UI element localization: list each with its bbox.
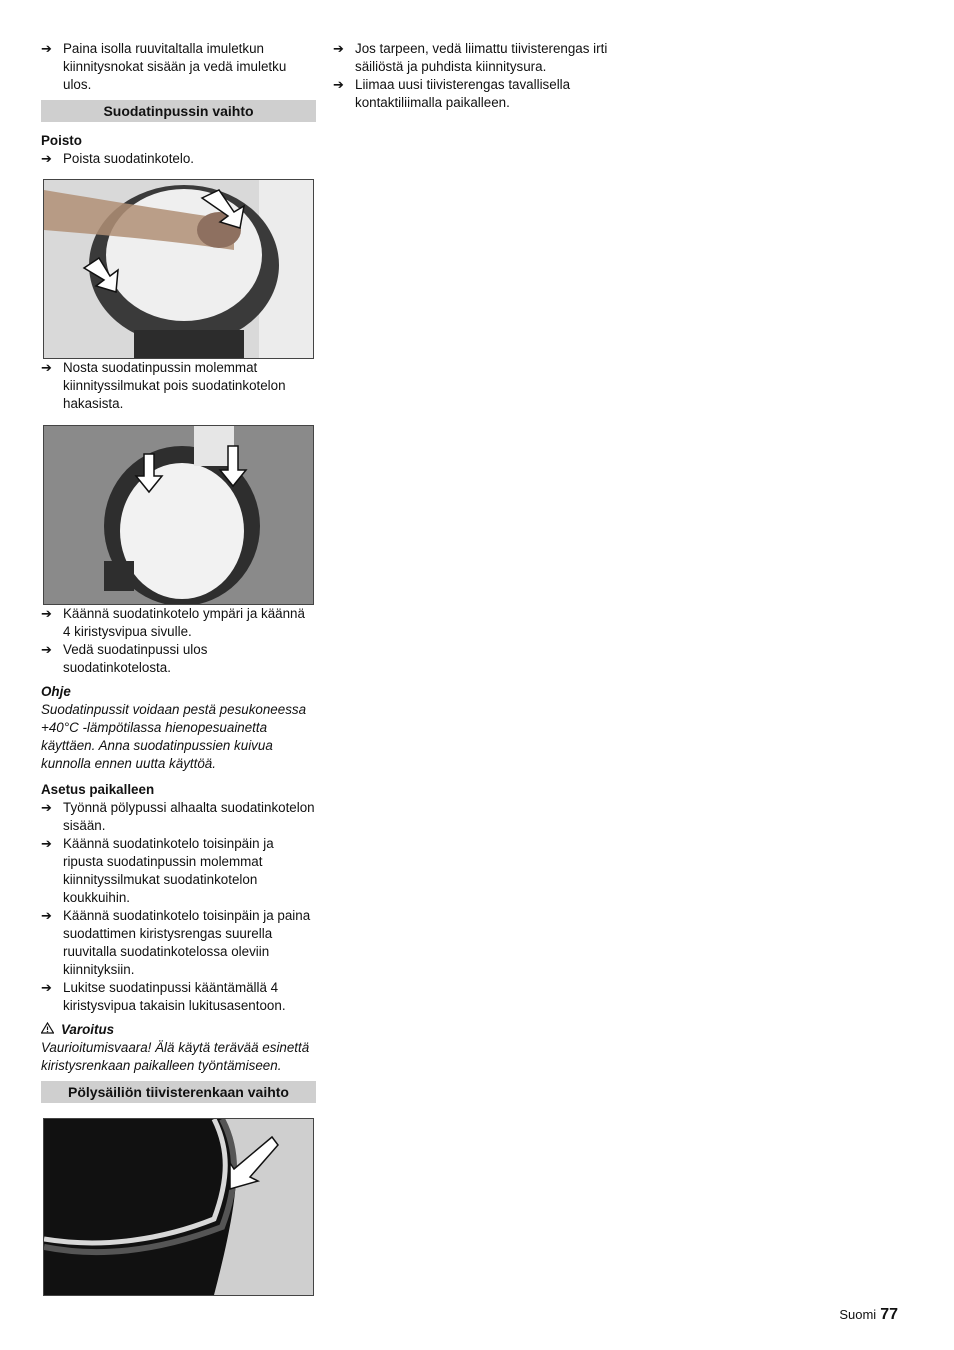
step-lift-eyelets: [41, 359, 316, 413]
step-text: Jos tarpeen, vedä liimattu tiivisterengas irti säiliöstä ja puhdista kiinnitysura.: [355, 41, 608, 74]
warning-triangle-icon: [41, 1021, 55, 1039]
section-title-seal-ring: Pölysäiliön tiivisterenkaan vaihto: [41, 1081, 316, 1103]
step-pull-bag: [41, 641, 316, 677]
left-column: [41, 40, 316, 1296]
right-step: [333, 76, 613, 112]
arrow-icon: ➔: [41, 41, 52, 56]
step-text: Nosta suodatinpussin molemmat kiinnityssilmukat pois suodatinkotelon hakasista.: [63, 360, 286, 411]
footer-language: Suomi: [839, 1307, 877, 1322]
step-intro: [41, 40, 316, 94]
install-step: [41, 835, 316, 907]
arrow-icon: ➔: [41, 908, 52, 923]
arrow-icon: ➔: [41, 836, 52, 851]
step-text: Työnnä pölypussi alhaalta suodatinkotelon sisään.: [63, 800, 315, 833]
arrow-icon: ➔: [41, 360, 52, 375]
step-text: Vedä suodatinpussi ulos suodatinkotelosta.: [63, 642, 208, 675]
arrow-icon: ➔: [41, 800, 52, 815]
install-step: [41, 799, 316, 835]
step-remove-housing: [41, 150, 316, 168]
install-step: [41, 907, 316, 979]
removal-heading: Poisto: [41, 133, 82, 148]
install-step: [41, 979, 316, 1015]
step-text: Käännä suodatinkotelo toisinpäin ja paina suodattimen kiristysrengas suurella ruuvitalla suodatinkotelossa oleviin kiinnityksiin.: [63, 908, 311, 977]
install-steps: [41, 799, 316, 1015]
warning-label: Varoitus: [61, 1022, 115, 1037]
arrow-icon: ➔: [41, 151, 52, 166]
arrow-icon: ➔: [41, 980, 52, 995]
step-text: Paina isolla ruuvitaltalla imuletkun kiinnitysnokat sisään ja vedä imuletku ulos.: [63, 41, 287, 92]
step-text: Käännä suodatinkotelo toisinpäin ja ripusta suodatinpussin molemmat kiinnityssilmukat suodatinkotelon koukkuihin.: [63, 836, 274, 905]
right-step: [333, 40, 613, 76]
photo-remove-housing: [43, 179, 314, 359]
step-text: Lukitse suodatinpussi kääntämällä 4 kiristysvipua takaisin lukitusasentoon.: [63, 980, 286, 1013]
section-title-filter-bag: Suodatinpussin vaihto: [41, 100, 316, 122]
step-turn-housing: [41, 605, 316, 641]
photo-seal-ring: [43, 1118, 314, 1296]
warning-text: Vaurioitumisvaara! Älä käytä terävää esinettä kiristysrenkaan paikalleen työntämiseen.: [41, 1040, 310, 1073]
arrow-icon: ➔: [41, 606, 52, 621]
page-footer: [839, 1306, 898, 1324]
arrow-icon: ➔: [41, 642, 52, 657]
photo-lift-eyelets: [43, 425, 314, 605]
install-heading: Asetus paikalleen: [41, 782, 155, 797]
step-text: Poista suodatinkotelo.: [63, 151, 195, 166]
right-column: [333, 40, 613, 112]
note-heading: Ohje: [41, 684, 71, 699]
note-text: Suodatinpussit voidaan pestä pesukoneessa +40°C -lämpötilassa hienopesuainetta käyttäen. Anna suodatinpussien kuivua kunnolla ennen uutta käyttöä.: [41, 702, 307, 771]
step-text: Käännä suodatinkotelo ympäri ja käännä 4 kiristysvipua sivulle.: [63, 606, 305, 639]
arrow-icon: ➔: [333, 77, 344, 92]
arrow-icon: ➔: [333, 41, 344, 56]
step-text: Liimaa uusi tiivisterengas tavallisella kontaktiliimalla paikalleen.: [355, 77, 571, 110]
warning-heading: [41, 1021, 316, 1039]
page-number: 77: [880, 1306, 898, 1323]
